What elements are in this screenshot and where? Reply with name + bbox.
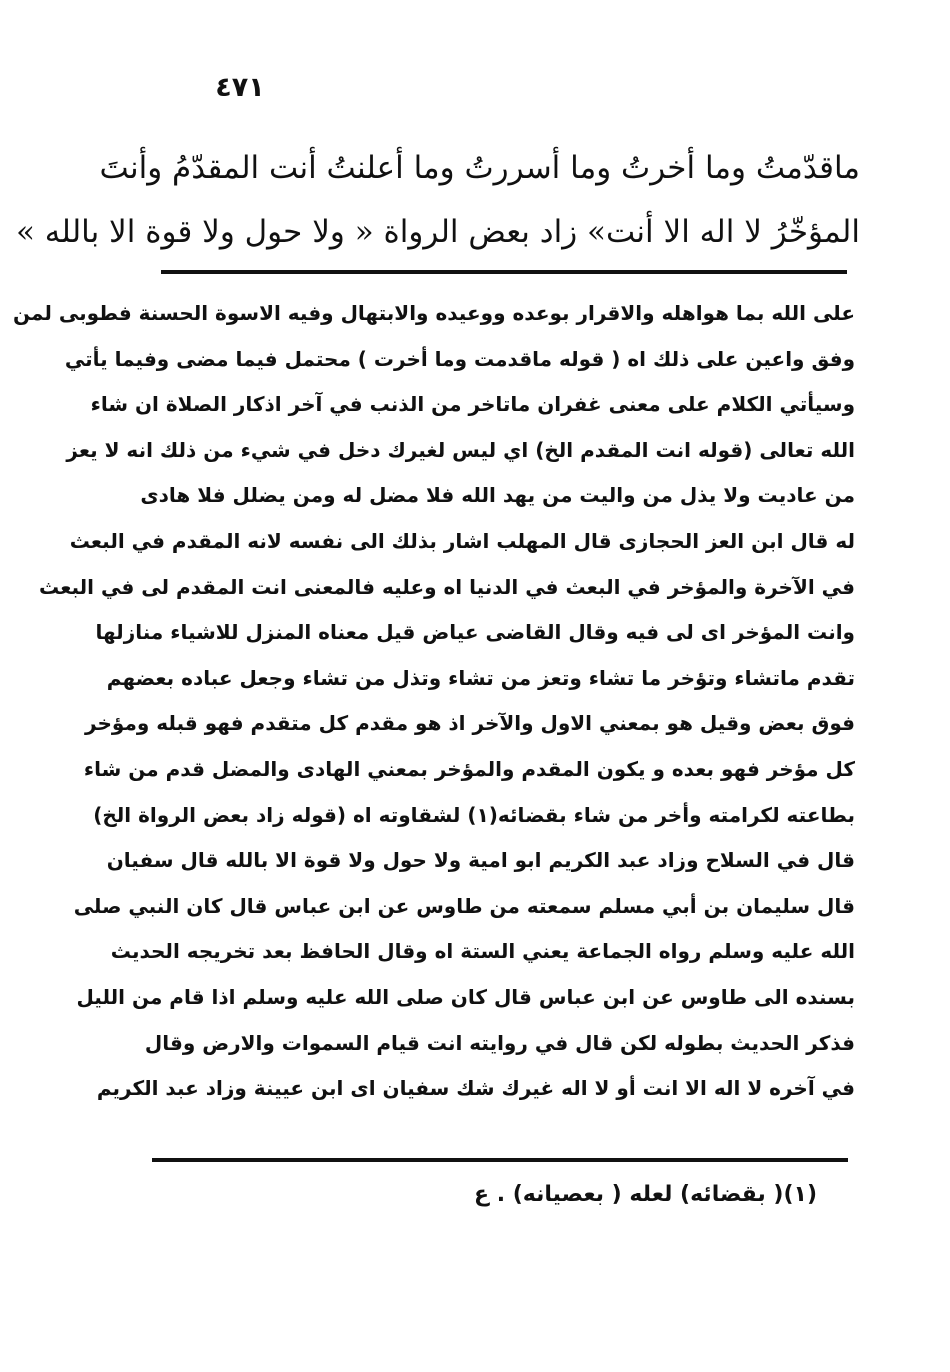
commentary-line: على الله بما هواهله والاقرار بوعده ووعيده والابتهال وفيه الاسوة الحسنة فطوبى لمن — [12, 301, 855, 325]
commentary-line: بسنده الى طاوس عن ابن عباس قال كان صلى الله عليه وسلم اذا قام من الليل — [76, 984, 855, 1009]
commentary-line: تقدم ماتشاء وتؤخر ما تشاء وتعز من تشاء وتذل من تشاء وجعل عباده بعضهم — [106, 665, 855, 690]
bottom-rule — [152, 1158, 848, 1162]
commentary-line: فوق بعض وقيل هو بمعني الاول والآخر اذ هو مقدم كل متقدم فهو قبله ومؤخر — [85, 711, 855, 736]
commentary-line: في الآخرة والمؤخر في البعث في الدنيا اه وعليه فالمعنى انت المقدم لى في البعث — [39, 574, 855, 599]
commentary-line: قال سليمان بن أبي مسلم سمعته من طاوس عن ابن عباس قال كان النبي صلى — [73, 893, 855, 918]
commentary-line: كل مؤخر فهو بعده و يكون المقدم والمؤخر بمعني الهادى والمضل قدم من شاء — [83, 756, 855, 781]
commentary-line: قال في السلاح وزاد عبد الكريم ابو امية ولا حول ولا قوة الا بالله قال سفيان — [106, 848, 855, 873]
commentary-line: فذكر الحديث بطوله لكن قال في روايته انت قيام السموات والارض وقال — [144, 1030, 855, 1055]
commentary-line: الله تعالى (قوله انت المقدم الخ) اي ليس لغيرك دخل في شيء من ذلك انه لا يعز — [66, 437, 855, 462]
top-rule — [161, 270, 847, 274]
commentary-block — [12, 291, 855, 1112]
commentary-line: له قال ابن العز الحجازى قال المهلب اشار بذلك الى نفسه لانه المقدم في البعث — [69, 528, 855, 553]
main-text-line-2: المؤخّرُ لا اله الا أنت» زاد بعض الرواة « ولا حول ولا قوة الا بالله » — [15, 214, 860, 250]
commentary-line: بطاعته لكرامته وأخر من شاء بقضائه(١) لشقاوته اه (قوله زاد بعض الرواة الخ) — [93, 802, 855, 827]
commentary-line: في آخره لا اله الا انت أو لا اله غيرك شك سفيان اى ابن عيينة وزاد عبد الكريم — [96, 1076, 855, 1101]
commentary-line: من عاديت ولا يذل من واليت من يهد الله فلا مضل له ومن يضلل فلا هادى — [140, 483, 855, 508]
page-number: ٤٧١ — [215, 72, 265, 103]
commentary-line: وسيأتي الكلام على معنى غفران ماتاخر من الذنب في آخر اذكار الصلاة ان شاء — [90, 392, 855, 417]
commentary-line: الله عليه وسلم رواه الجماعة يعني الستة اه وقال الحافظ بعد تخريجه الحديث — [110, 939, 855, 964]
commentary-line: وفق واعين على ذلك اه ( قوله ماقدمت وما أخرت ) محتمل فيما مضى وفيما يأتي — [64, 346, 855, 371]
main-text-line-1: ماقدّمتُ وما أخرتُ وما أسررتُ وما أعلنتُ أنت المقدّمُ وأنتَ — [99, 150, 860, 186]
footnote: (١)( بقضائه) لعله ( بعصيانه) . ع — [474, 1182, 817, 1207]
commentary-line: وانت المؤخر اى لى فيه وقال القاضى عياض قيل معناه المنزل للاشياء منازلها — [95, 620, 855, 645]
